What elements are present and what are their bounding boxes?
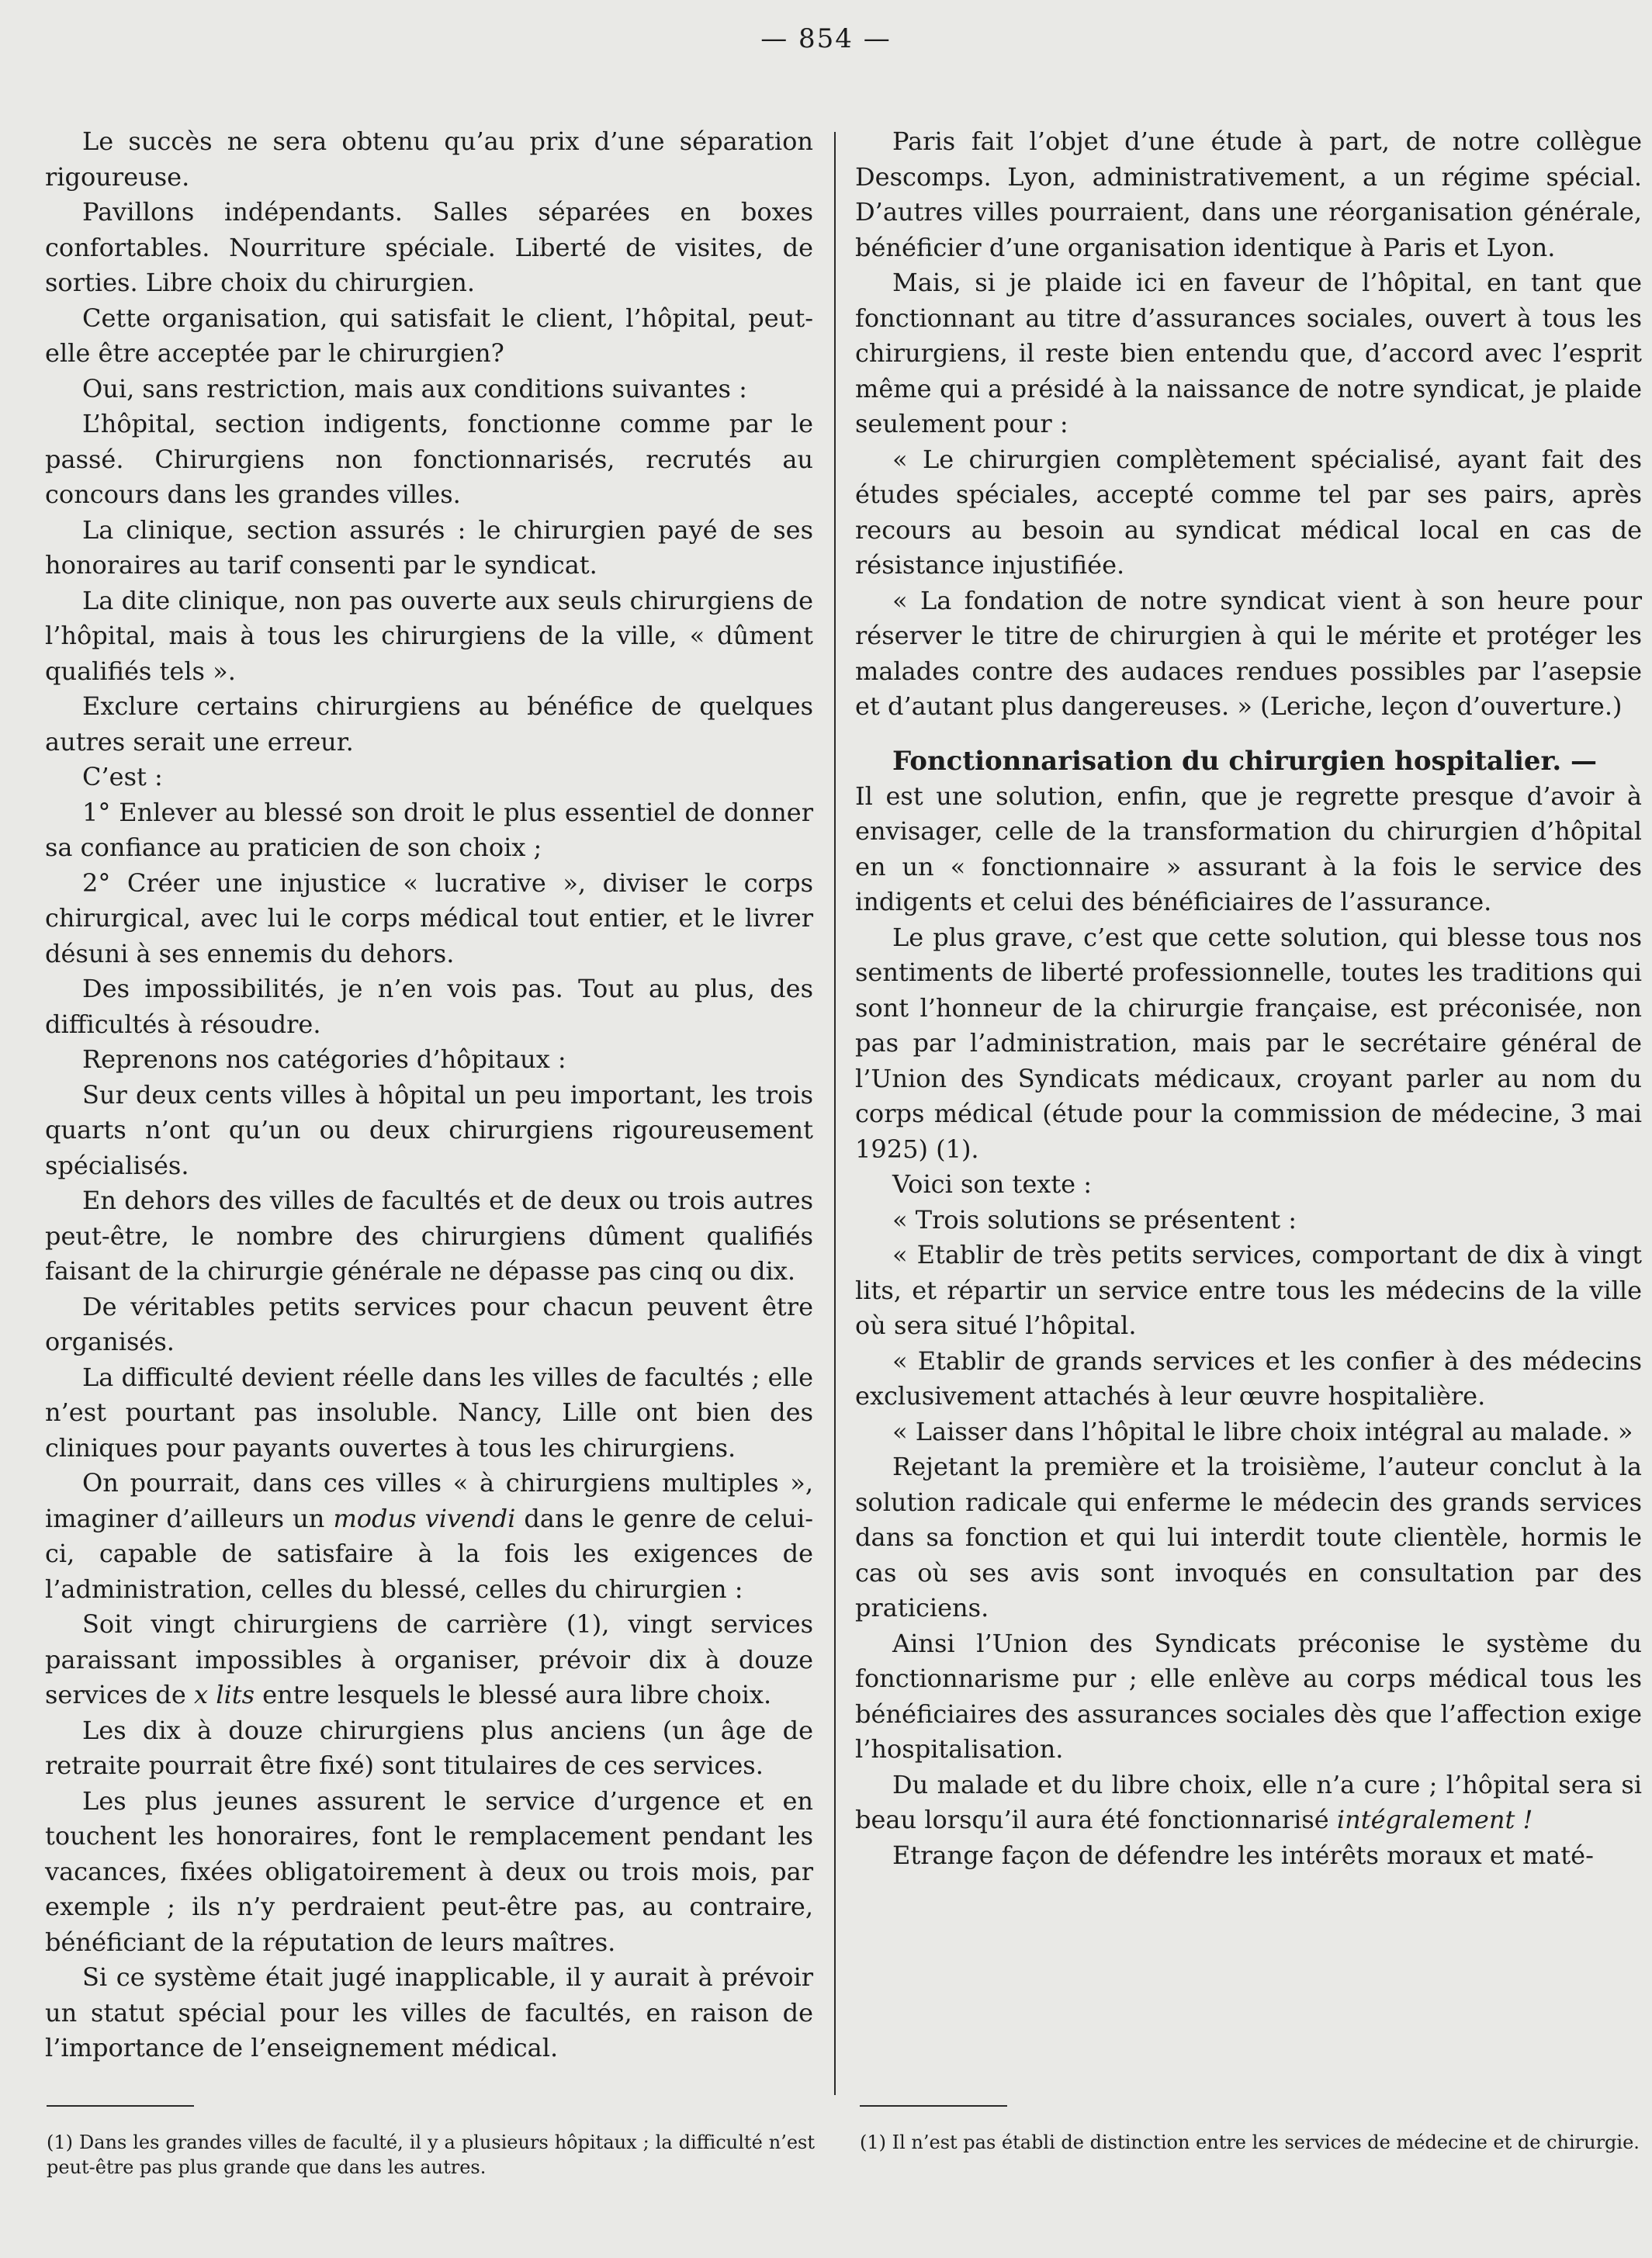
- paragraph: Exclure certains chirurgiens au bénéfice de quelques autres serait une erreur.: [45, 691, 813, 757]
- paragraph: « Trois solutions se présentent :: [892, 1204, 1297, 1235]
- paragraph: Paris fait l’objet d’une étude à part, de notre collègue Descomps. Lyon, administrativement, a un régime spécial. D’autres villes pourraient, dans une réorganisation générale, bénéficier d’une organisation identique à Paris et Lyon.: [855, 126, 1642, 262]
- left-footnote-rule: [47, 2105, 194, 2107]
- paragraph: Les plus jeunes assurent le service d’urgence et en touchent les honoraires, font le remplacement pendant les vacances, fixées obligatoirement à deux ou trois mois, par exemple ; ils n’y perdraient peut-être pas, au contraire, bénéficiant de la réputation de leurs maîtres.: [45, 1785, 813, 1957]
- paragraph: Ainsi l’Union des Syndicats préconise le système du fonctionnarisme pur ; elle enlève au corps médical tous les bénéficiaires des assurances sociales dès que l’affection exige l’hospitalisation.: [855, 1628, 1642, 1764]
- paragraph: 1° Enlever au blessé son droit le plus essentiel de donner sa confiance au praticien de son choix ;: [45, 797, 813, 862]
- paragraph: « Etablir de grands services et les confier à des médecins exclusivement attachés à leur œuvre hospitalière.: [855, 1345, 1642, 1411]
- paragraph: Rejetant la première et la troisième, l’auteur conclut à la solution radicale qui enferme le médecin des grands services dans sa fonction et qui lui interdit toute clientèle, hormis le cas où ses avis sont invoqués en consultation par des praticiens.: [855, 1452, 1642, 1623]
- paragraph: Voici son texte :: [892, 1169, 1093, 1199]
- paragraph: De véritables petits services pour chacun peuvent être organisés.: [45, 1291, 813, 1356]
- paragraph: « Etablir de très petits services, comportant de dix à vingt lits, et répartir un service entre tous les médecins de la ville où sera situé l’hôpital.: [855, 1240, 1642, 1340]
- right-column: [855, 124, 1642, 2095]
- paragraph: Le plus grave, c’est que cette solution, qui blesse tous nos sentiments de liberté professionnelle, toutes les traditions qui sont l’honneur de la chirurgie française, est préconisée, non pas par l’administration, mais par le secrétaire général de l’Union des Syndicats médicaux, croyant parler au nom du corps médical (étude pour la commission de médecine, 3 mai 1925) (1).: [855, 922, 1642, 1164]
- paragraph: Il est une solution, enfin, que je regrette presque d’avoir à envisager, celle de la transformation du chirurgien d’hôpital en un « fonctionnaire » assurant à la fois le service des indigents et celui des bénéficiaires de l’assurance.: [855, 781, 1642, 916]
- paragraph: Reprenons nos catégories d’hôpitaux :: [82, 1044, 566, 1074]
- paragraph: « Laisser dans l’hôpital le libre choix intégral au malade. »: [892, 1416, 1633, 1446]
- paragraph: Du malade et du libre choix, elle n’a cure ; l’hôpital sera si beau lorsqu’il aura été fonctionnarisé intégralement !: [855, 1769, 1642, 1834]
- emphasis: modus vivendi: [333, 1503, 516, 1533]
- paragraph: Pavillons indépendants. Salles séparées en boxes confortables. Nourriture spéciale. Liberté de visites, de sorties. Libre choix du chirurgien.: [45, 197, 813, 297]
- paragraph: Les dix à douze chirurgiens plus anciens (un âge de retraite pourrait être fixé) sont titulaires de ces services.: [45, 1715, 813, 1780]
- paragraph: On pourrait, dans ces villes « à chirurgiens multiples », imaginer d’ailleurs un modus vivendi dans le genre de celui-ci, capable de satisfaire à la fois les exigences de l’administration, celles du blessé, celles du chirurgien :: [45, 1468, 814, 1604]
- paragraph: L’hôpital, section indigents, fonctionne comme par le passé. Chirurgiens non fonctionnarisés, recrutés au concours dans les grandes villes.: [45, 409, 813, 509]
- emphasis: intégralement !: [1336, 1805, 1533, 1834]
- paragraph: Cette organisation, qui satisfait le client, l’hôpital, peut-elle être acceptée par le chirurgien?: [45, 303, 813, 368]
- paragraph: 2° Créer une injustice « lucrative », diviser le corps chirurgical, avec lui le corps médical tout entier, et le livrer désuni à ses ennemis du dehors.: [45, 868, 813, 968]
- left-column: [45, 124, 813, 2095]
- paragraph: La difficulté devient réelle dans les villes de facultés ; elle n’est pourtant pas insoluble. Nancy, Lille ont bien des cliniques pour payants ouvertes à tous les chirurgiens.: [45, 1362, 813, 1463]
- emphasis: x lits: [185, 1680, 255, 1709]
- paragraph: Des impossibilités, je n’en vois pas. Tout au plus, des difficultés à résoudre.: [45, 974, 813, 1039]
- right-footnote-rule: [860, 2105, 1007, 2107]
- paragraph: Le succès ne sera obtenu qu’au prix d’une séparation rigoureuse.: [45, 126, 813, 192]
- page-number: — 854 —: [760, 23, 892, 54]
- paragraph: Sur deux cents villes à hôpital un peu important, les trois quarts n’ont qu’un ou deux chirurgiens rigoureusement spécialisés.: [45, 1079, 813, 1180]
- section-heading: Fonctionnarisation du chirurgien hospitalier. —: [892, 745, 1597, 777]
- column-divider: [834, 132, 836, 2095]
- paragraph: Mais, si je plaide ici en faveur de l’hôpital, en tant que fonctionnant au titre d’assurances sociales, ouvert à tous les chirurgiens, il reste bien entendu que, d’accord avec l’esprit même qui a présidé à la naissance de notre syndicat, je plaide seulement pour :: [855, 268, 1642, 438]
- paragraph: Soit vingt chirurgiens de carrière (1), vingt services paraissant impossibles à organiser, prévoir dix à douze services de x lits entre lesquels le blessé aura libre choix.: [45, 1609, 813, 1709]
- right-footnote: (1) Il n’est pas établi de distinction entre les services de médecine et de chirurgie.: [860, 2132, 1640, 2153]
- paragraph: La clinique, section assurés : le chirurgien payé de ses honoraires au tarif consenti par le syndicat.: [45, 514, 813, 580]
- paragraph: La dite clinique, non pas ouverte aux seuls chirurgiens de l’hôpital, mais à tous les chirurgiens de la ville, « dûment qualifiés tels ».: [45, 585, 813, 686]
- paragraph: Si ce système était jugé inapplicable, il y aurait à prévoir un statut spécial pour les villes de facultés, en raison de l’importance de l’enseignement médical.: [45, 1962, 813, 2062]
- paragraph: En dehors des villes de facultés et de deux ou trois autres peut-être, le nombre des chirurgiens dûment qualifiés faisant de la chirurgie générale ne dépasse pas cinq ou dix.: [45, 1186, 813, 1286]
- paragraph: Etrange façon de défendre les intérêts moraux et maté-: [892, 1840, 1594, 1870]
- left-footnote: (1) Dans les grandes villes de faculté, il y a plusieurs hôpitaux ; la difficulté n’est peut-être pas plus grande que dans les autres.: [47, 2132, 815, 2178]
- paragraph: « Le chirurgien complètement spécialisé, ayant fait des études spéciales, accepté comme tel par ses pairs, après recours au besoin au syndicat médical local en cas de résistance injustifiée.: [855, 444, 1642, 580]
- paragraph: C’est :: [82, 762, 163, 791]
- paragraph: Oui, sans restriction, mais aux conditions suivantes :: [82, 373, 747, 403]
- paragraph: « La fondation de notre syndicat vient à son heure pour réserver le titre de chirurgien à qui le mérite et protéger les malades contre des audaces rendues possibles par l’asepsie et d’autant plus dangereuses. » (Leriche, leçon d’ouverture.): [855, 585, 1642, 721]
